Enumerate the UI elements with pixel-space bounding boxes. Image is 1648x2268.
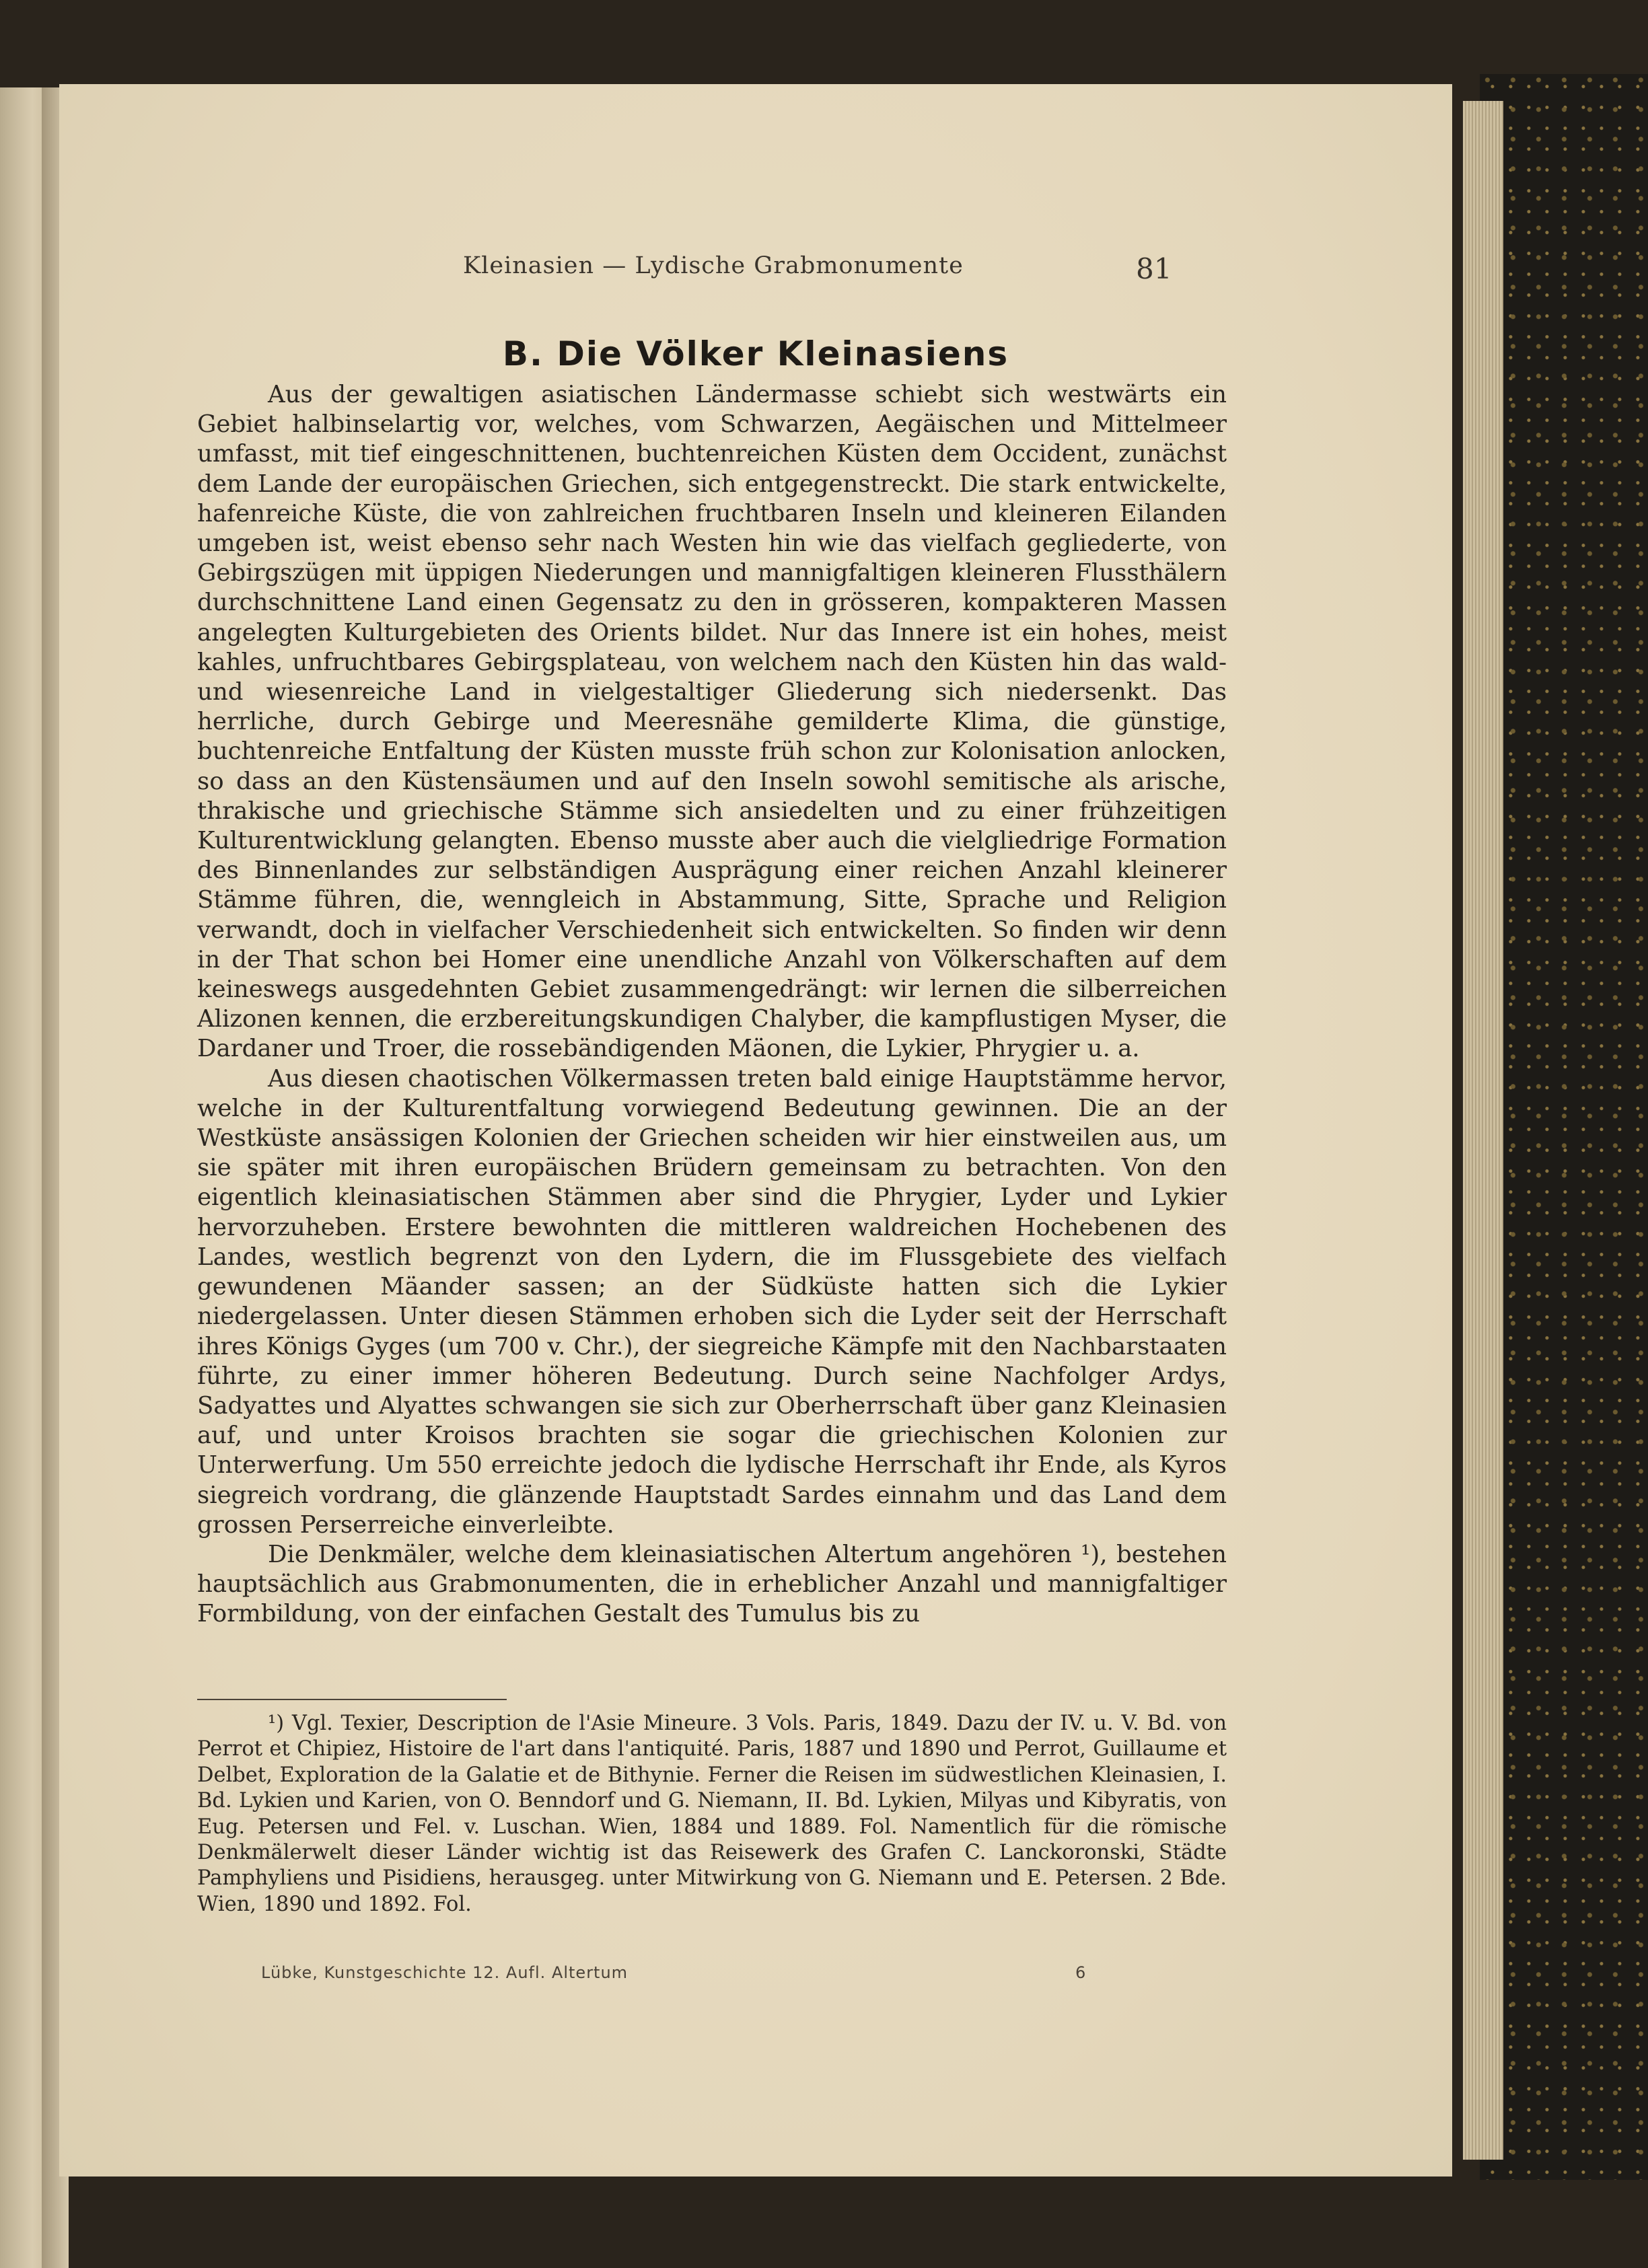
footnote — [197, 1711, 1227, 1917]
page-stack-edge — [1463, 101, 1503, 2160]
body-text — [197, 380, 1227, 1630]
book-page — [59, 84, 1452, 2176]
printer-signature — [59, 1963, 1452, 1990]
paragraph: Aus der gewaltigen asiatischen Ländermasse schiebt sich westwärts ein Gebiet halbinselartig vor, welches, vom Schwarzen, Aegäischen und Mittelmeer umfasst, mit tief eingeschnittenen, buchtenreichen Küsten dem Occident, zunächst dem Lande der europäischen Griechen, sich entgegenstreckt. Die stark entwickelte, hafenreiche Küste, die von zahlreichen fruchtbaren Inseln und kleineren Eilanden umgeben ist, weist ebenso sehr nach Westen hin wie das vielfach gegliederte, von Gebirgszügen mit üppigen Niederungen und mannigfaltigen kleineren Flussthälern durchschnittene Land einen Gegensatz zu den in grösseren, kompakteren Massen angelegten Kulturgebieten des Orients bildet. Nur das Innere ist ein hohes, meist kahles, unfruchtbares Gebirgsplateau, von welchem nach den Küsten hin das wald- und wiesenreiche Land in vielgestaltiger Gliederung sich niedersenkt. Das herrliche, durch Gebirge und Meeresnähe gemilderte Klima, die günstige, buchtenreiche Entfaltung der Küsten musste früh schon zur Kolonisation anlocken, so dass an den Küstensäumen und auf den Inseln sowohl semitische als arische, thrakische und griechische Stämme sich ansiedelten und zu einer frühzeitigen Kulturentwicklung gelangten. Ebenso musste aber auch die vielgliedrige Formation des Binnenlandes zur selbständigen Ausprägung einer reichen Anzahl kleinerer Stämme führen, die, wenngleich in Abstammung, Sitte, Sprache und Religion verwandt, doch in vielfacher Verschiedenheit sich entwickelten. So finden wir denn in der That schon bei Homer eine unendliche Anzahl von Völkerschaften auf dem keineswegs ausgedehnten Gebiet zusammengedrängt: wir lernen die silberreichen Alizonen kennen, die erzbereitungskundigen Chalyber, die kampflustigen Myser, die Dardaner und Troer, die rossebändigenden Mäonen, die Lykier, Phrygier u. a. — [197, 381, 1227, 1063]
book-binding — [1480, 74, 1648, 2180]
signature-text: Lübke, Kunstgeschichte 12. Aufl. Altertum — [261, 1963, 629, 1982]
running-title: Kleinasien — Lydische Grabmonumente — [463, 252, 964, 279]
footnote-text: ¹) Vgl. Texier, Description de l'Asie Mineure. 3 Vols. Paris, 1849. Dazu der IV. u. V. Bd. von Perrot et Chipiez, Histoire de l'art dans l'antiquité. Paris, 1887 und 1890 und Perrot, Guillaume et Delbet, Exploration de la Galatie et de Bithynie. Ferner die Reisen im südwestlichen Kleinasien, I. Bd. Lykien und Karien, von O. Benndorf und G. Niemann, II. Bd. Lykien, Milyas und Kibyratis, von Eug. Petersen und Fel. v. Luschan. Wien, 1884 und 1889. Fol. Namentlich für die römische Denkmälerwelt dieser Länder wichtig ist das Reisewerk des Grafen C. Lanckoronski, Städte Pamphyliens und Pisidiens, herausgeg. unter Mitwirkung von G. Niemann und E. Petersen. 2 Bde. Wien, 1890 und 1892. Fol. — [197, 1712, 1227, 1916]
paragraph: Aus diesen chaotischen Völkermassen treten bald einige Hauptstämme hervor, welche in der Kulturentfaltung vorwiegend Bedeutung gewinnen. Die an der Westküste ansässigen Kolonien der Griechen scheiden wir hier einstweilen aus, um sie später mit ihren europäischen Brüdern gemeinsam zu betrachten. Von den eigentlich kleinasiatischen Stämmen aber sind die Phrygier, Lyder und Lykier hervorzuheben. Erstere bewohnten die mittleren waldreichen Hochebenen des Landes, westlich begrenzt von den Lydern, die im Flussgebiete des vielfach gewundenen Mäander sassen; an der Südküste hatten sich die Lykier niedergelassen. Unter diesen Stämmen erhoben sich die Lyder seit der Herrschaft ihres Königs Gyges (um 700 v. Chr.), der siegreiche Kämpfe mit den Nachbarstaaten führte, zu einer immer höheren Bedeutung. Durch seine Nachfolger Ardys, Sadyattes und Alyattes schwangen sie sich zur Oberherrschaft über ganz Kleinasien auf, und unter Kroisos brachten sie sogar die griechischen Kolonien zur Unterwerfung. Um 550 erreichte jedoch die lydische Herrschaft ihr Ende, als Kyros siegreich vordrang, die glänzende Hauptstadt Sardes einnahm und das Land dem grossen Perserreiche einverleibte. — [197, 1064, 1227, 1539]
paragraph: Die Denkmäler, welche dem kleinasiatischen Altertum angehören ¹), bestehen hauptsächlich aus Grabmonumenten, die in erheblicher Anzahl und mannigfaltiger Formbildung, von der einfachen Gestalt des Tumulus bis zu — [197, 1540, 1227, 1628]
page-number: 81 — [1136, 252, 1172, 285]
signature-number: 6 — [1075, 1963, 1086, 1982]
footnote-divider — [197, 1699, 507, 1700]
section-title: B. Die Völker Kleinasiens — [502, 334, 1009, 373]
running-head — [59, 252, 1452, 293]
